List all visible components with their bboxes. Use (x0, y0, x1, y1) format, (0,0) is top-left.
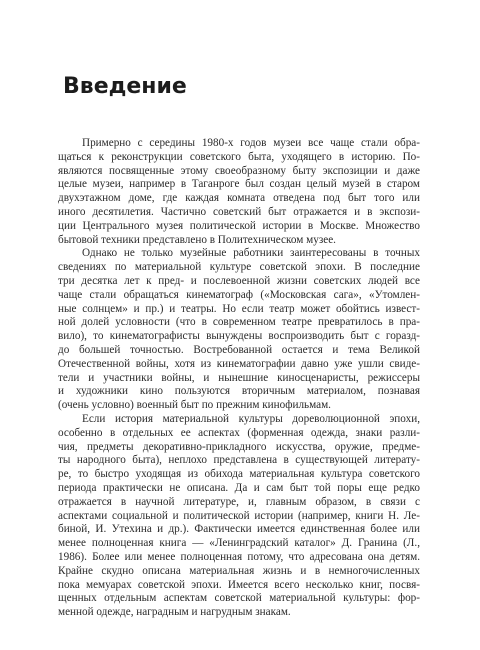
text-line: иного десятилетия. Частично советский быт отражается и в экспози- (58, 205, 420, 218)
text-line: тели и участники войны, и нынешние кинoсценаристы, режиссеры (58, 371, 420, 384)
text-line: биной, И. Утехина и др.). Фактически имеется единственная более или (58, 523, 420, 536)
text-line: вило), то кинематографисты вынуждены воспроизводить быт с горазд- (58, 330, 420, 343)
paragraph (58, 137, 420, 247)
text-line: особенно в отдельных ее аспектах (форменная одежда, знаки разли- (58, 426, 420, 439)
text-line: 1986). Более или менее полноценная потому, что адресована она детям. (58, 550, 420, 563)
text-line: до большей точностью. Востребованной остается и тема Великой (58, 343, 420, 356)
text-line: ции Центрального музея политической истории в Москве. Множество (58, 219, 420, 232)
text-line: и художники кино пользуются вторичным материалом, познавая (58, 385, 420, 398)
text-line: менной одежде, наградным и нагрудным знакам. (58, 606, 291, 619)
text-line: Примерно с середины 1980-х годов музеи все чаще стали обра- (82, 137, 420, 149)
text-line: (очень условно) военный быт по прежним кинофильмам. (58, 399, 331, 412)
text-line: щаться к реконструкции советского быта, уходящего в историю. По- (58, 150, 420, 163)
chapter-title: Введение (63, 74, 187, 99)
paragraph (58, 413, 420, 620)
text-line: Однако не только музейные работники заинтересованы в точных (82, 247, 420, 260)
text-line: чия, предметы декоративно-прикладного искусства, оружие, предме- (58, 440, 420, 453)
body-text (58, 137, 420, 620)
text-line: бытовой техники представлено в Политехническом музее. (58, 233, 336, 246)
text-line: Крайне скудно описана материальная жизнь и в немногочисленных (58, 564, 420, 577)
text-line: чаще стали обращаться кинематограф («Московская сага», «Утомлен- (58, 288, 420, 301)
text-line: щенных отдельным аспектам советской материальной культуры: фор- (58, 592, 420, 605)
text-line: целые музеи, например в Таганроге был создан целый музей в старом (58, 178, 420, 191)
text-line: аспектами социальной и политической истории (например, книги Н. Ле- (58, 509, 420, 522)
text-line: отражается в научной литературе, и, главным образом, в связи с (58, 495, 420, 508)
text-line: являются посвященные этому своеобразному быту экспозиции и даже (58, 164, 420, 177)
text-line: пока мемуарах советской эпохи. Имеется всего несколько книг, посвя- (58, 578, 420, 591)
text-line: Если история материальной культуры дореволюционной эпохи, (82, 412, 420, 425)
text-line: двухэтажном доме, где каждая комната отведена под быт того или (58, 192, 420, 205)
text-line: периода практически не описана. Да и сам быт той поры еще редко (58, 481, 420, 494)
paragraph (58, 247, 420, 413)
text-line: Отечественной войны, хотя из кинематографии давно уже ушли свиде- (58, 357, 420, 370)
text-line: ной долей условности (что в современном театре превратилось в пра- (58, 316, 420, 329)
text-line: ты народного быта), неплохо представлена в существующей литерату- (58, 454, 420, 467)
text-line: три десятка лет к пред- и послевоенной жизни советских людей все (58, 274, 420, 287)
text-line: сведениях по материальной культуре советской эпохи. В последние (58, 261, 420, 274)
text-line: ре, то быстро уходящая из обихода материальная культура советского (58, 468, 420, 481)
text-line: менее полноценная книга — «Ленинградский каталог» Д. Гранина (Л., (58, 537, 420, 550)
text-line: ные солнцем» и пр.) и театры. Но если театр может обойтись извест- (58, 302, 420, 315)
